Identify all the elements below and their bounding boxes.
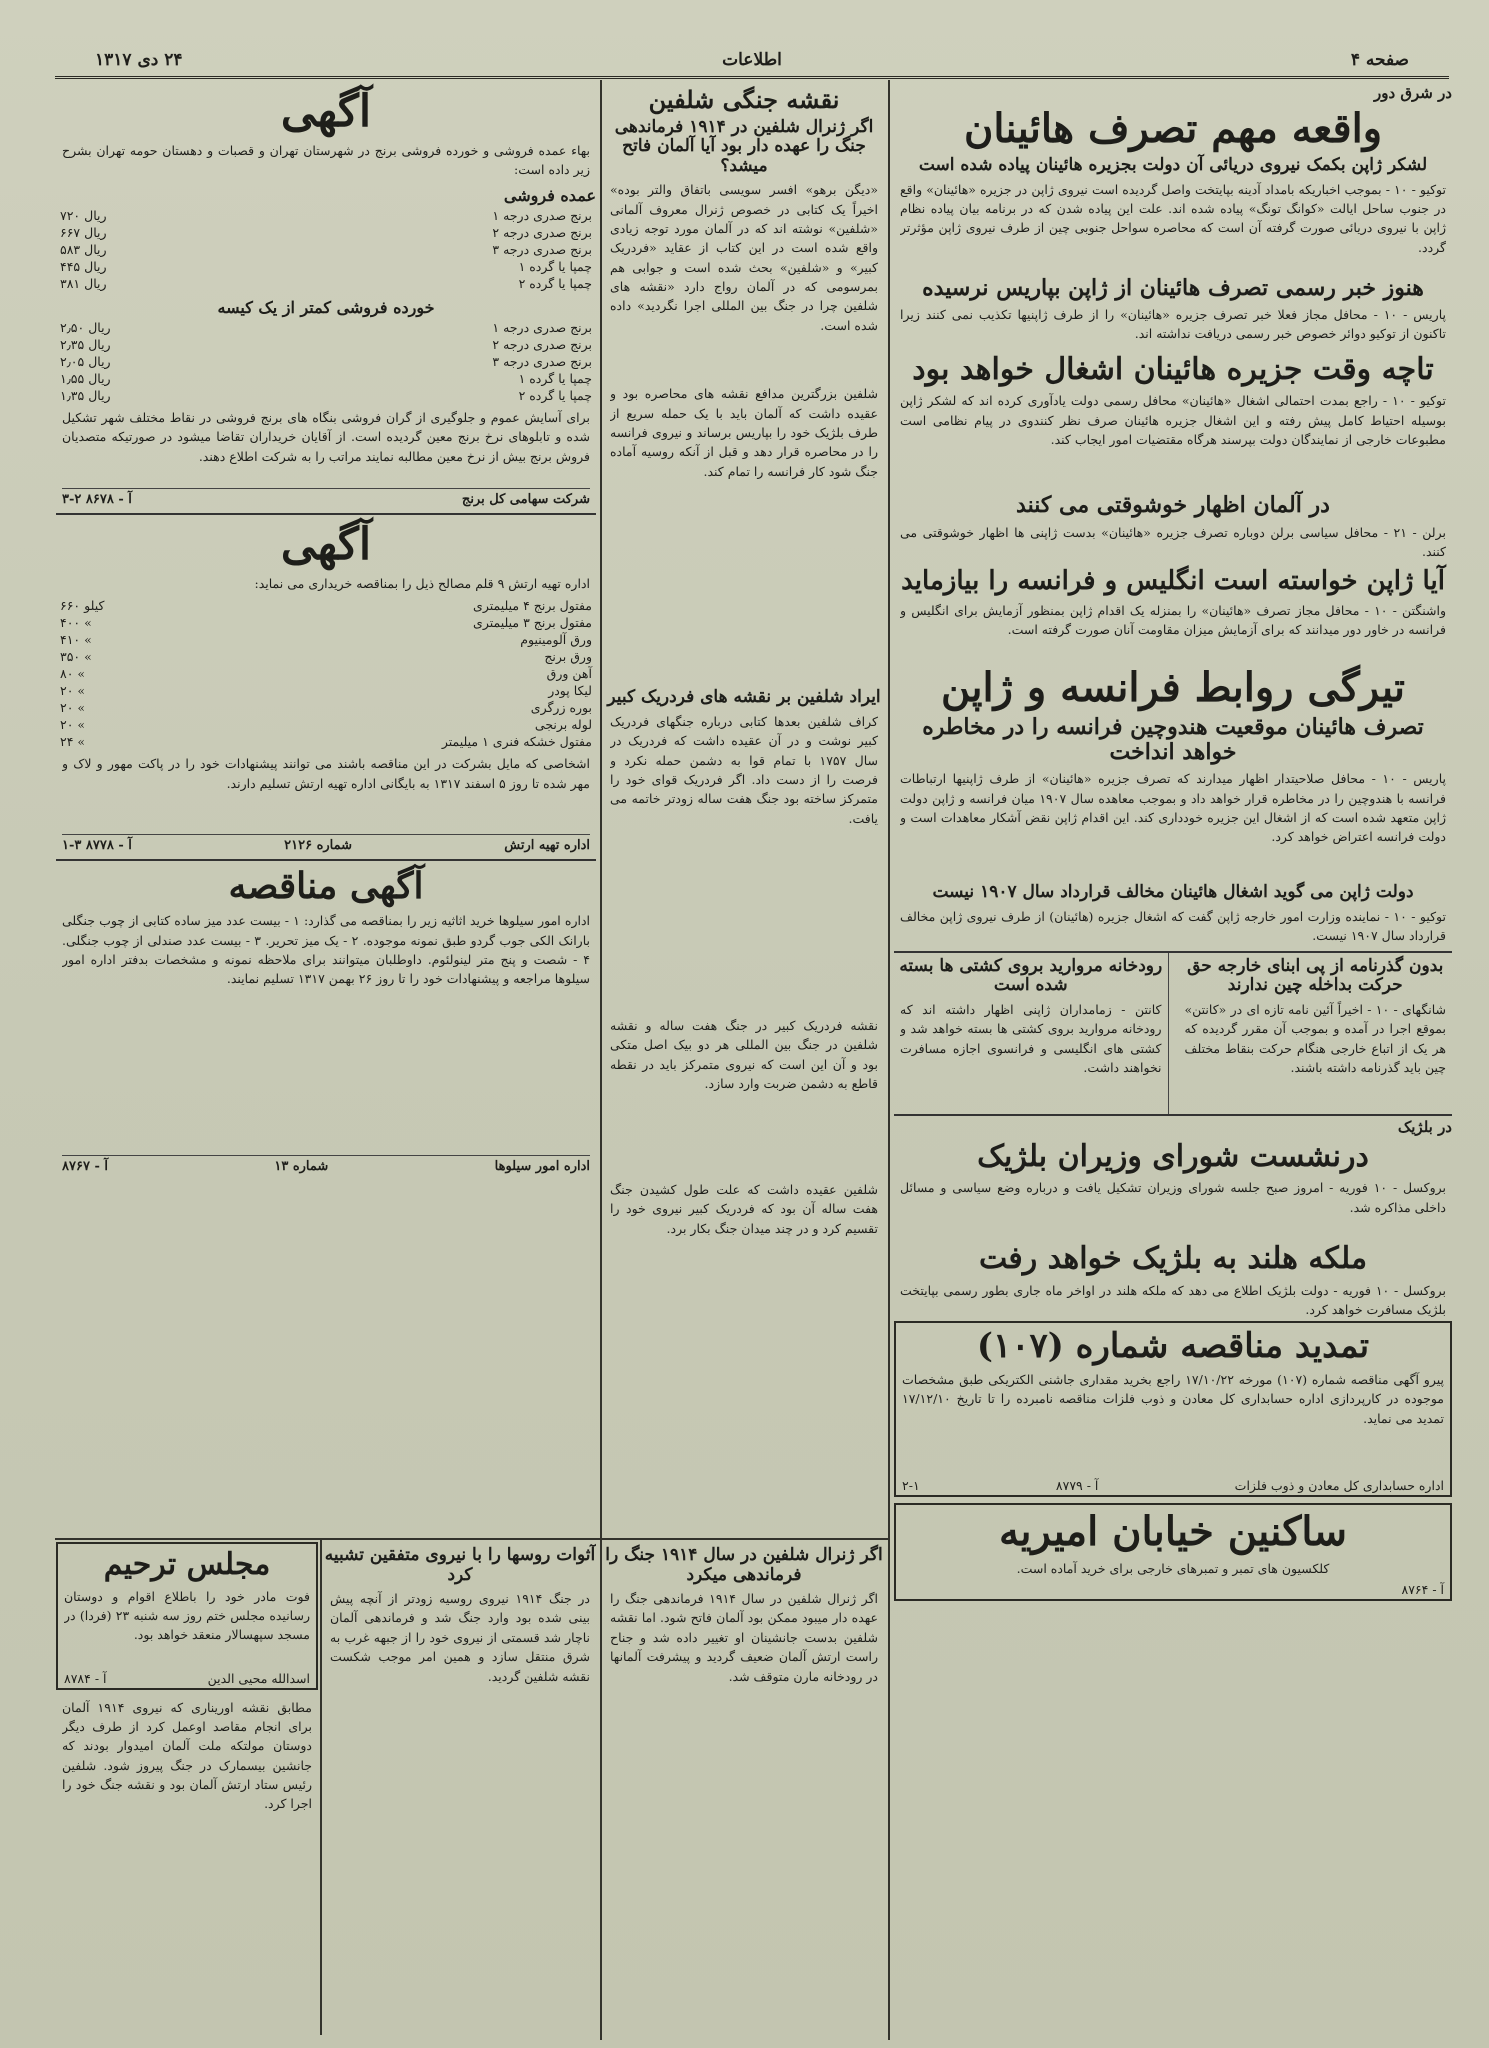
table-row xyxy=(56,648,596,665)
headline-berlin: در آلمان اظهار خوشوقتی می کنند xyxy=(1016,492,1330,519)
article-hainan: توکیو - ۱۰ - بموجب اخباریکه بامداد آدینه بپایتخت واصل گردیده است نیروی ژاپن در جزیره «هائینان» واقع در جنوب ساحل ایالت «کوانگ تونگ» پیاده شده اند. علت این پیاده شدن که در برنامه بیان پیاده نظام ژاپن با نیروی دریائی صورت گرفته آن است که محاصره سواحل جنوبی چین از طرف نیروی ژاپن مؤثرتر گردد. xyxy=(900,181,1446,255)
residents-title: ساکنین خیابان امیریه xyxy=(998,1507,1348,1555)
item-value: ۷۲۰ ریال xyxy=(60,207,107,223)
table-row xyxy=(56,207,596,224)
item-name: مفتول برنج ۳ میلیمتری xyxy=(473,615,592,631)
item-value: ۲٫۳۵ ریال xyxy=(60,336,111,352)
table-row xyxy=(56,665,596,682)
article-pearl-river: کانتن - زمامداران ژاپنی اظهار داشته اند که رودخانه مروارید بروی کشتی ها بسته خواهد شد و کشتی های انگلیسی و فرانسوی اجازه مسافرت نخواهند داشت. xyxy=(900,1001,1162,1075)
silo-ad xyxy=(56,859,596,1174)
headline-queen: ملکه هلند به بلژیک خواهد رفت xyxy=(978,1241,1368,1277)
table-row xyxy=(56,699,596,716)
headline-hainan: واقعه مهم تصرف هائینان xyxy=(963,105,1383,152)
headline-treaty: دولت ژاپن می گوید اشغال هائینان مخالف قرارداد سال ۱۹۰۷ نیست xyxy=(932,882,1414,903)
table-row xyxy=(56,336,596,353)
item-name: لیکا پودر xyxy=(548,683,592,699)
article-treaty: توکیو - ۱۰ - نماینده وزارت امور خارجه ژاپن گفت که اشغال جزیره (هائینان) از طرف نیروی ژاپن مخالف قرارداد سال ۱۹۰۷ نیست. xyxy=(900,908,1446,944)
newspaper-name: اطلاعات xyxy=(722,50,782,70)
item-value: ۲۰ « xyxy=(60,700,86,716)
item-name: برنج صدری درجه ۲ xyxy=(492,336,592,352)
tender-foot-num: ۲-۱ xyxy=(902,1477,920,1493)
table-row xyxy=(56,353,596,370)
residents-body: کلکسیون های تمبر و تمبرهای خارجی برای خرید آماده است. xyxy=(1016,1560,1330,1576)
tender-ad xyxy=(894,1321,1452,1497)
article-schlieffen-2: شلفین بزرگترین مدافع نقشه های محاصره بود و عقیده داشت که آلمان باید با یک حمله سریع از طرف بلژیک خود را بپاریس برساند و نیروی فرانسه را در محاصره قرار دهد و قبل از آنکه روسیه آماده جنگ شود کار فرانسه را تمام کند. xyxy=(610,386,878,479)
article-schlieffen-1914: اگر ژنرال شلفین در سال ۱۹۱۴ فرماندهی جنگ را عهده دار میبود ممکن بود آلمان فاتح شود. اما نقشه شلفین بدست جانشینان او تغییر داده شد و جناح راست ارتش آلمان ضعیف گردید و پیشرفت آلمانها در رودخانه مارن متوقف شد. xyxy=(610,1591,878,1684)
tender-title: تمدید مناقصه شماره (۱۰۷) xyxy=(976,1325,1370,1366)
table-row xyxy=(56,258,596,275)
item-name: چمپا یا گرده ۲ xyxy=(518,275,592,291)
rice-ad-code: آ - ۸۶۷۸ ۲-۳ xyxy=(62,491,132,507)
table-row xyxy=(56,597,596,614)
masthead xyxy=(55,48,1449,79)
subheadline-hainan: لشکر ژاپن بکمک نیروی دریائی آن دولت بجزیره هائینان پیاده شده است xyxy=(918,155,1428,175)
item-name: لوله برنجی xyxy=(534,717,592,733)
headline-pearl-river: رودخانه مروارید بروی کشتی ها بسته شده است xyxy=(899,955,1163,996)
item-name: مفتول خشکه فنری ۱ میلیمتر xyxy=(441,734,592,750)
silo-ad-title: آگهی مناقصه xyxy=(228,865,424,908)
article-schlieffen-5: شلفین عقیده داشت که علت طول کشیدن جنگ هفت ساله آن بود که فردریک کبیر نیروی خود را تقسیم کرد و در چند میدان جنگ بکار برد. xyxy=(610,1181,878,1236)
item-name: چمپا یا گرده ۱ xyxy=(518,370,592,386)
column-rule xyxy=(320,1540,322,2035)
article-occupation: توکیو - ۱۰ - راجع بمدت احتمالی اشغال «هائینان» محافل رسمی دولت یادآوری کرده اند که لشکر ژاپن بوسیله احتیاط کامل پیش رفته و این اشغال جزیره هائینان صرف نظر کنندوی در پیام نظامی است مطبوعات خارجی از نمایندگان دولت بپرسند هرگاه مقتضیات امور ایجاب کند. xyxy=(900,393,1446,448)
item-name: ورق برنج xyxy=(544,649,592,665)
article-schlieffen-4: نقشه فردریک کبیر در جنگ هفت ساله و نقشه شلفین در جنگ بین المللی هر دو بیک اصل متکی بود و آن این است که نیروی متمرکز باید در نقطه قاطع به دشمن ضربت وارد سازد. xyxy=(610,1017,878,1091)
item-value: ۲٫۰۵ ریال xyxy=(60,353,111,369)
rice-wholesale-table xyxy=(56,207,596,292)
article-berlin: برلن - ۲۱ - محافل سیاسی برلن دوباره تصرف جزیره «هائینان» بدست ژاپنی ها اظهار خوشوقتی می کنند. xyxy=(900,524,1446,560)
article-no-passport: شانگهای - ۱۰ - اخیراً آئین نامه تازه ای در «کانتن» بموقع اجرا در آمده و بموجب آن مقرر گردیده که هر یک از اتباع خارجی هنگام حرکت بنقاط مختلف چین باید گذرنامه داشته باشند. xyxy=(1184,1001,1446,1075)
left-column xyxy=(56,82,596,1537)
silo-ad-number: شماره ۱۳ xyxy=(274,1159,329,1175)
item-value: ۵۸۳ ریال xyxy=(60,241,107,257)
article-paris: پاریس - ۱۰ - محافل مجاز فعلا خبر تصرف جزیره «هائینان» را از طرف ژاپنیها تکذیب نمی کنند زیرا تاکنون از توکیو دوائر خصوص خبر رسمی دریافت نداشته اند. xyxy=(900,306,1446,342)
section-label: در شرق دور xyxy=(1373,84,1452,102)
army-ad-number: شماره ۲۱۲۶ xyxy=(284,838,353,854)
headline-paris: هنوز خبر رسمی تصرف هائینان از ژاپن بپاریس نرسیده xyxy=(922,274,1424,301)
item-name: مفتول برنج ۴ میلیمتری xyxy=(473,598,592,614)
tender-body: پیرو آگهی مناقصه شماره (۱۰۷) مورخه ۱۷/۱۰/۲۲ راجع بخرید مقداری جاشنی الکتریکی طبق مشخصات موجوده در کارپردازی اداره حسابداری کل معادن و ذوب فلزات مناقصه نامبرده را تا تاریخ ۱۷/۱۲/۱۰ تمدید می نماید. xyxy=(902,1371,1444,1426)
army-items-table xyxy=(56,597,596,750)
item-name: برنج صدری درجه ۲ xyxy=(492,224,592,240)
item-value: ۱٫۵۵ ریال xyxy=(60,370,111,386)
subheadline-frederick: ایراد شلفین بر نقشه های فردریک کبیر xyxy=(607,687,881,708)
memorial-body: فوت مادر خود را باطلاع اقوام و دوستان رسانیده مجلس ختم روز سه شنبه ۲۳ (فردا) در مسجد سپهسالار منعقد خواهد بود. xyxy=(64,1588,310,1643)
item-value: ۲٫۵۰ ریال xyxy=(60,319,111,335)
item-value: ۸۰ « xyxy=(60,666,86,682)
headline-france-japan: تیرگی روابط فرانسه و ژاپن xyxy=(940,663,1406,711)
headline-schlieffen-1914: اگر ژنرال شلفین در سال ۱۹۱۴ جنگ را فرماندهی میکرد xyxy=(605,1545,883,1585)
headline-belgium: درنشست شورای وزیران بلژیک xyxy=(977,1138,1369,1174)
item-name: چمپا یا گرده ۲ xyxy=(518,387,592,403)
bottom-left-column xyxy=(56,1542,318,2032)
middle-column xyxy=(604,82,884,1537)
headline-schlieffen: نقشه جنگی شلفین xyxy=(648,85,840,114)
article-moltke: مطابق نقشه اوریناری که نیروی ۱۹۱۴ آلمان برای انجام مقاصد اوعمل کرد از طرف دیگر دوستان مولتکه ملت آلمان امیدوار بودند که جانشین بیسمارک در جنگ پیروز شود. شلفین رئیس ستاد ارتش آلمان بود و نقشه جنگ خود را اجرا کرد. xyxy=(62,1699,312,1812)
item-value: ۲۴ « xyxy=(60,734,86,750)
tender-foot-left: آ - ۸۷۷۹ xyxy=(1055,1477,1099,1493)
rice-ad xyxy=(56,86,596,507)
section-label-belgium: در بلژیک xyxy=(1397,1117,1452,1136)
table-row xyxy=(56,733,596,750)
item-value: ۳۸۱ ریال xyxy=(60,275,107,291)
item-name: برنج صدری درجه ۱ xyxy=(492,319,592,335)
column-rule xyxy=(888,80,890,2040)
subheadline-schlieffen: اگر ژنرال شلفین در ۱۹۱۴ فرماندهی جنگ را عهده دار بود آیا آلمان فاتح میشد؟ xyxy=(614,116,874,176)
silo-ad-signature: اداره امور سیلوها xyxy=(494,1159,590,1175)
item-name: برنج صدری درجه ۳ xyxy=(492,353,592,369)
headline-occupation: تاچه وقت جزیره هائینان اشغال خواهد بود xyxy=(912,351,1434,387)
headline-russia: آثوات روسها را با نیروی متفقین تشبیه کرد xyxy=(324,1545,596,1585)
residents-foot: آ - ۸۷۶۴ xyxy=(1401,1582,1444,1598)
army-ad-signature: اداره تهیه ارتش xyxy=(504,838,590,854)
item-value: ۲۰ « xyxy=(60,683,86,699)
rice-ad-signature: شرکت سهامی کل برنج xyxy=(461,491,590,507)
rice-retail-table xyxy=(56,319,596,404)
memorial-ad xyxy=(56,1542,318,1690)
item-value: ۴۰۰ « xyxy=(60,615,92,631)
right-column xyxy=(894,82,1452,2032)
item-value: ۶۶۷ ریال xyxy=(60,224,107,240)
table-row xyxy=(56,682,596,699)
row-rule xyxy=(55,1538,888,1540)
table-row xyxy=(56,716,596,733)
article-belgium: بروکسل - ۱۰ فوریه - امروز صبح جلسه شورای وزیران تشکیل یافت و درباره وضع سیاسی و مسائل داخلی مذاکره شد. xyxy=(900,1180,1446,1215)
item-name: برنج صدری درجه ۱ xyxy=(492,207,592,223)
army-ad-intro: اداره تهیه ارتش ۹ قلم مصالح ذیل را بمناقصه خریداری می نماید: xyxy=(254,575,590,591)
table-row xyxy=(56,614,596,631)
table-row xyxy=(56,224,596,241)
memorial-title: مجلس ترحیم xyxy=(103,1547,271,1582)
tender-foot-right: اداره حسابداری کل معادن و ذوب فلزات xyxy=(1234,1477,1444,1493)
item-value: ۲۰ « xyxy=(60,717,86,733)
table-row xyxy=(56,631,596,648)
item-name: چمپا یا گرده ۱ xyxy=(518,258,592,274)
article-schlieffen-1: «دیگن برهو» افسر سویسی باتفاق والتر بوده» اخیراً یک کتابی در خصوص ژنرال معروف آلمانی «شلفین» نوشته اند که در آلمان مورد توجه زیادی واقع شده است در این کتاب از عقاید «فردریک کبیر» و «شلفین» بحث شده است و جوابی هم بمرسومی که در آلمان رواج دارد «نقشه های شلفین چرا در جنگ بین المللی اجرا نگردید» داده شده است. xyxy=(610,182,878,333)
silo-ad-body: اداره امور سیلوها خرید اثاثیه زیر را بمناقصه می گذارد: ۱ - بیست عدد میز ساده کتابی از چوب جنگلی بارانک الکی جوب گردو طبق نمونه موجوده. ۲ - یک میز تحریر. ۳ - بیست عدد صندلی از چوب جنگلی. ۴ - شصت و پنج متر لینولئوم. داوطلبان میتوانند برای ملاحظه نمونه و مشخصات بدفتر اداره امور سیلوها مراجعه و پیشنهادات خود را تا روز ۲۶ بهمن ۱۳۱۷ تسلیم نمایند. xyxy=(62,913,590,987)
schlieffen-1914-column xyxy=(604,1542,884,2032)
rice-ad-intro: بهاء عمده فروشی و خورده فروشی برنج در شهرستان تهران و قصبات و دهستان حومه تهران بشرح زیر داده است: xyxy=(62,143,590,178)
army-ad xyxy=(56,513,596,853)
item-value: ۶۶۰ کیلو xyxy=(60,598,105,614)
article-france: پاریس - ۱۰ - محافل صلاحیتدار اظهار میدارند که تصرف جزیره «هائینان» از طرف ژاپنیها ارتباطات فرانسه با هندوچین را در مخاطره قرار خواهد داد و بموجب معاهده سال ۱۹۰۷ میان فرانسه و ژاپن دولت ژاپن متعهد شده است که از اشغال این جزیره خودداری کند. این اقدام ژاپن نقض آشکار معاهدات است و دولت فرانسه اعتراض خواهد کرد. xyxy=(900,771,1446,845)
rice-ad-body: برای آسایش عموم و جلوگیری از گران فروشی بنگاه های برنج فروشی در نقاط مختلف شهر تشکیل شده و تابلوهای نرخ برنج معین گردیده است. از آقایان خریداران تقاضا میشود در صورتیکه متصدیان فروش برنج بیش از نرخ معین مطالبه نمایند مراتب را به شرکت اطلاع دهند. xyxy=(62,409,590,464)
page-number: صفحه ۴ xyxy=(1350,50,1409,70)
army-ad-code: آ - ۸۷۷۸ ۳-۱ xyxy=(62,838,132,854)
item-name: آهن ورق xyxy=(546,666,592,682)
table-row xyxy=(56,275,596,292)
residents-ad xyxy=(894,1503,1452,1601)
article-britain: واشنگتن - ۱۰ - محافل مجاز تصرف «هائینان» را بمنزله یک اقدام ژاپن بمنظور آزمایش برای انگلیس و فرانسه در خاور دور میدانند که برای آزمایش میزان مقاومت آنان صورت گرفته است. xyxy=(900,602,1446,637)
article-russia: در جنگ ۱۹۱۴ نیروی روسیه زودتر از آنچه پیش بینی شده بود وارد جنگ شد و فرماندهی آلمان ناچار شد قسمتی از نیروی خود را از جبهه غرب به شرق منتقل سازد و همین امر موجب شکست نقشه شلفین گردید. xyxy=(330,1591,590,1684)
memorial-code: آ - ۸۷۸۴ xyxy=(64,1670,107,1686)
russia-column xyxy=(324,1542,596,2032)
memorial-signature: اسدالله محیی الدین xyxy=(207,1670,310,1686)
item-name: ورق آلومینیوم xyxy=(520,632,592,648)
army-ad-title: آگهی xyxy=(280,518,372,570)
army-ad-body: اشخاصی که مایل بشرکت در این مناقصه باشند می توانند پیشنهادات خود را در پاکت مهور و لاک و مهر شده تا روز ۵ اسفند ۱۳۱۷ به بایگانی اداره تهیه ارتش تسلیم دارند. xyxy=(62,756,590,791)
issue-date: ۲۴ دی ۱۳۱۷ xyxy=(95,50,183,70)
subheadline-france: تصرف هائینان موقعیت هندوچین فرانسه را در مخاطره خواهد انداخت xyxy=(922,713,1424,765)
item-value: ۱٫۳۵ ریال xyxy=(60,387,111,403)
silo-ad-code: آ - ۸۷۶۷ xyxy=(62,1159,109,1175)
item-value: ۳۵۰ « xyxy=(60,649,92,665)
headline-no-passport: بدون گذرنامه از پی ابنای خارجه حق حرکت بداخله چین ندارند xyxy=(1187,955,1444,996)
item-name: بوره زرگری xyxy=(530,700,592,716)
rice-retail-label: خورده فروشی کمتر از یک کیسه xyxy=(217,297,435,317)
item-name: برنج صدری درجه ۳ xyxy=(492,241,592,257)
item-value: ۴۴۵ ریال xyxy=(60,258,107,274)
table-row xyxy=(56,319,596,336)
table-row xyxy=(56,370,596,387)
rice-wholesale-label: عمده فروشی xyxy=(503,185,596,205)
column-rule xyxy=(600,80,602,2040)
article-schlieffen-3: کراف شلفین بعدها کتابی درباره جنگهای فردریک کبیر نوشت و در آن عقیده داشت که فردریک در سال ۱۷۵۷ با تمام قوا به دشمن حمله نکرد و فرصت را از دست داد. اگر فردریک قوای خود را متمرکز ساخته بود جنگ هفت ساله زودتر خاتمه می یافت. xyxy=(610,713,878,826)
rice-ad-title: آگهی xyxy=(280,86,372,137)
table-row xyxy=(56,387,596,404)
item-value: ۴۱۰ « xyxy=(60,632,92,648)
table-row xyxy=(56,241,596,258)
article-queen: بروکسل - ۱۰ فوریه - دولت بلژیک اطلاع می دهد که ملکه هلند در اواخر ماه جاری بطور رسمی بپایتخت بلژیک مسافرت خواهد کرد. xyxy=(900,1282,1446,1317)
headline-britain: آیا ژاپن خواسته است انگلیس و فرانسه را بیازماید xyxy=(901,565,1445,596)
